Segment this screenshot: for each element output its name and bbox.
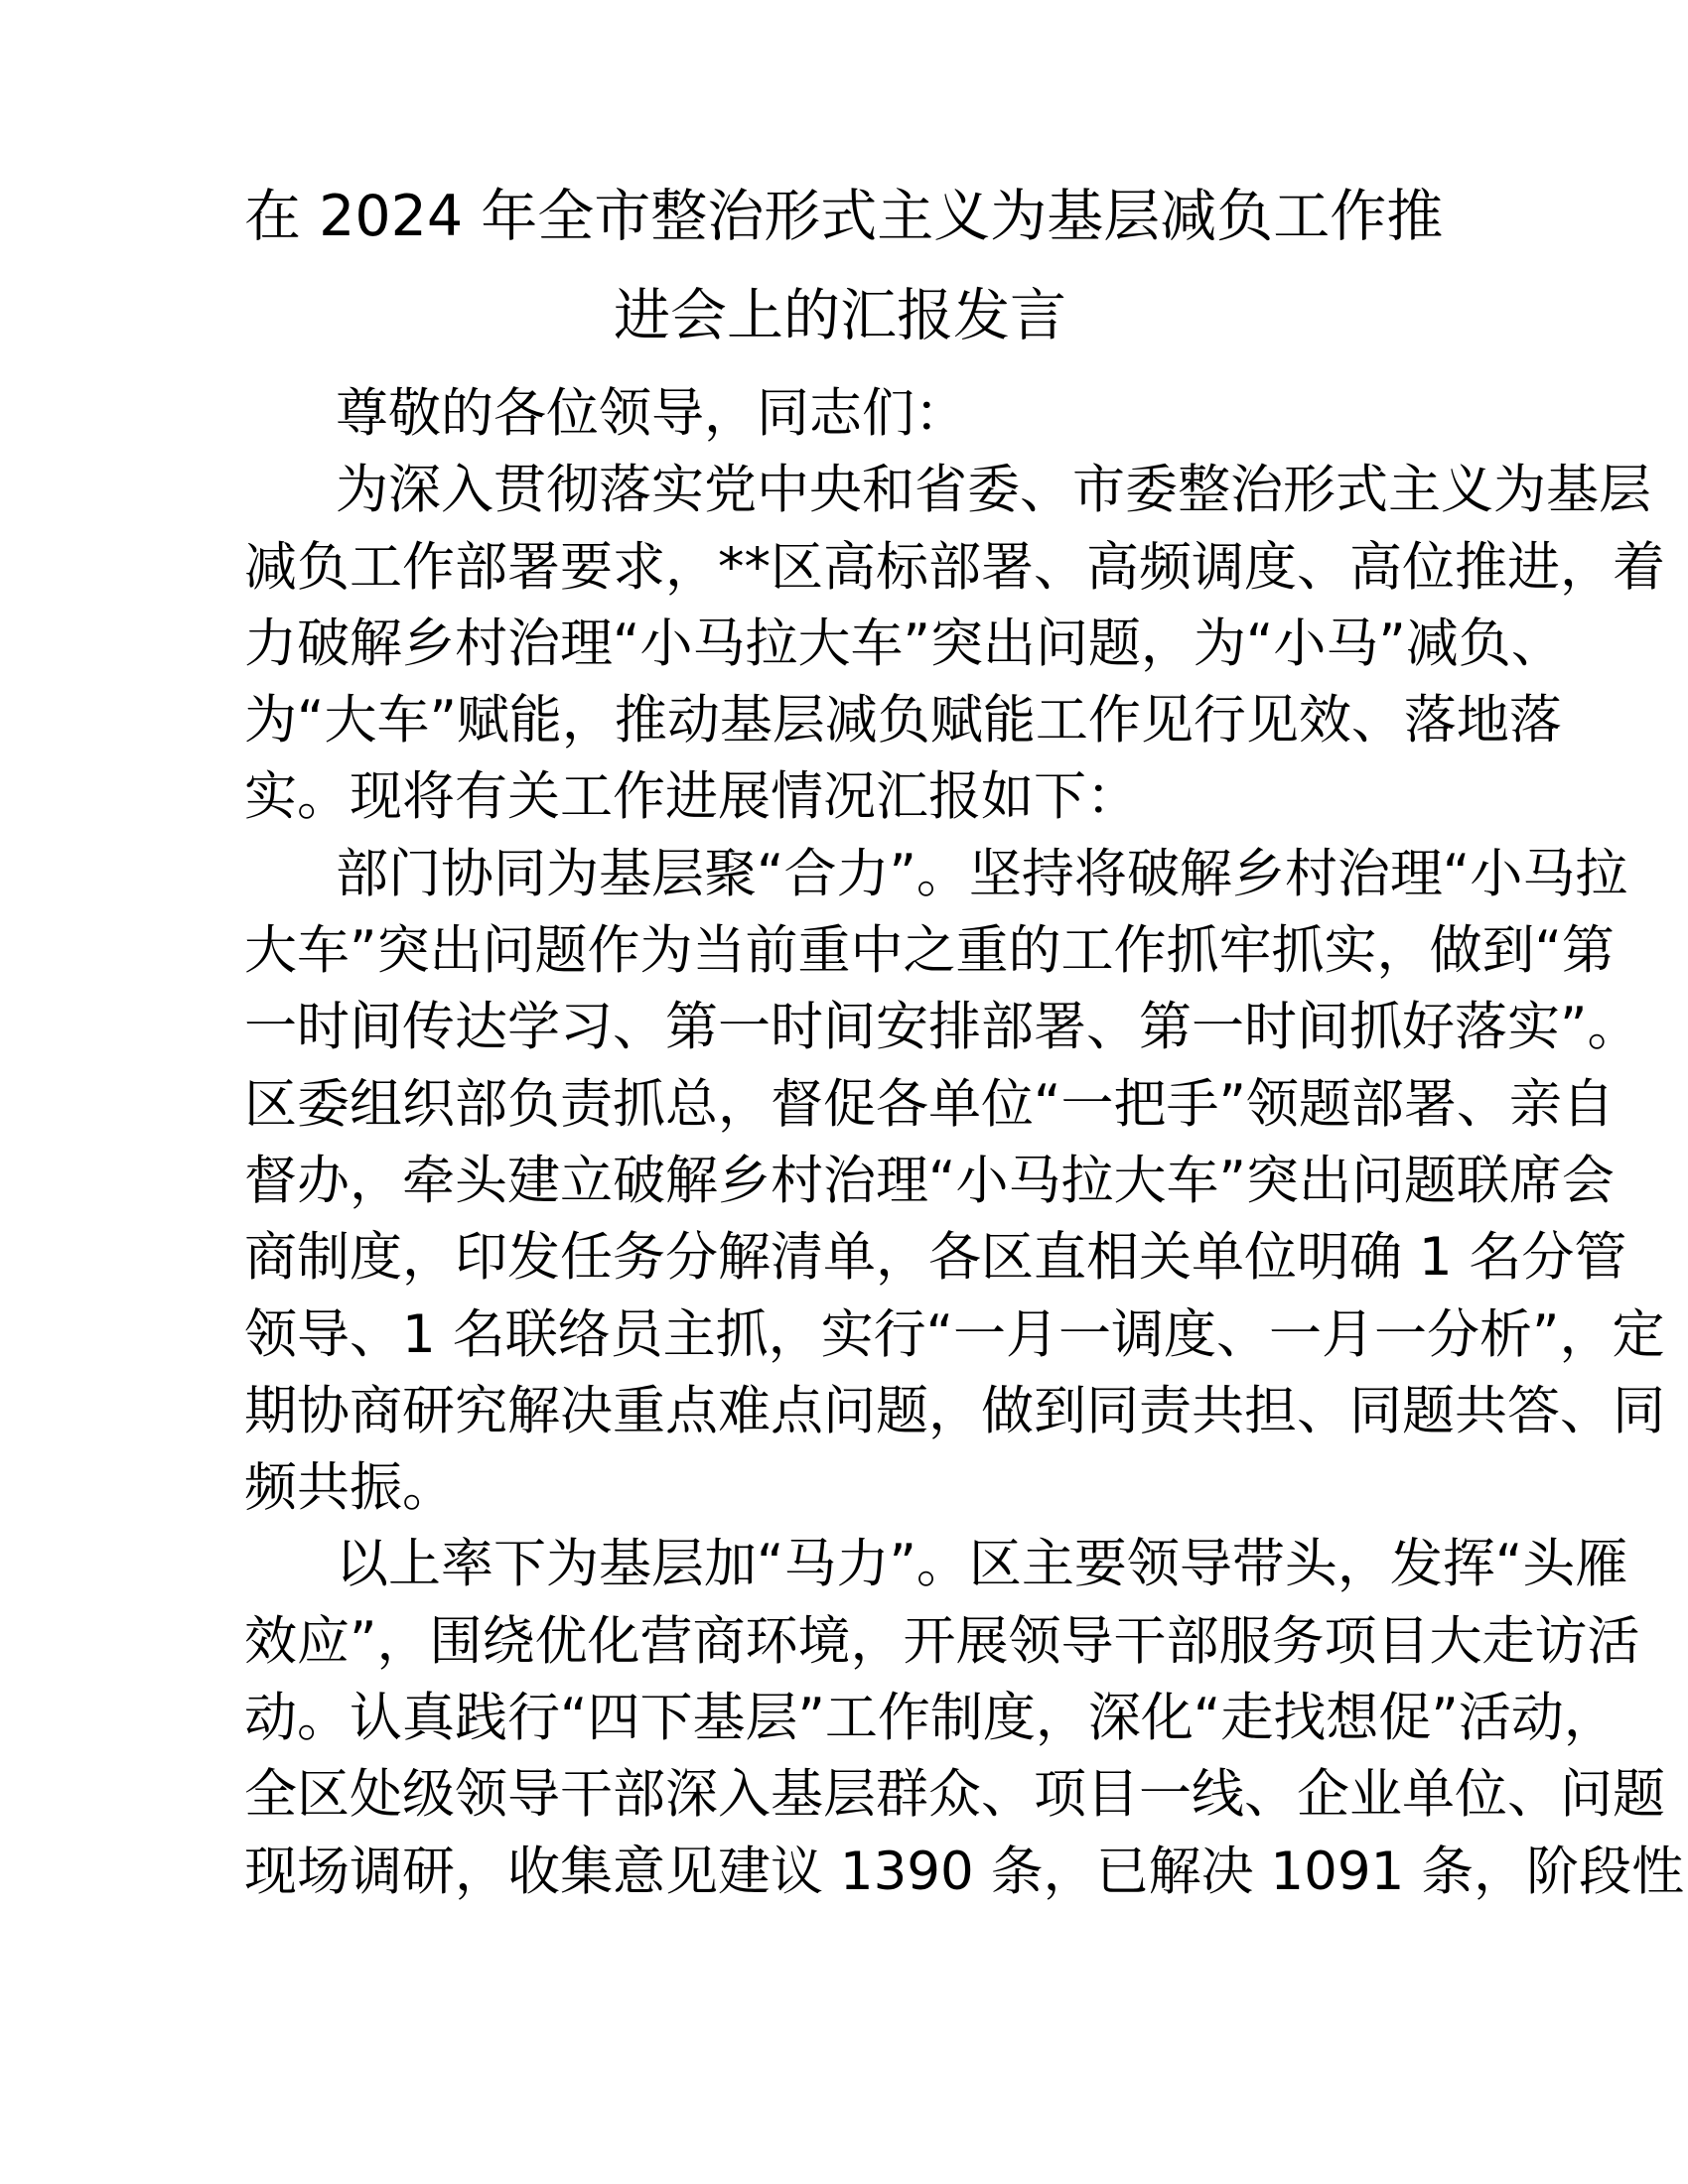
text-line: 期协商研究解决重点难点问题，做到同责共担、同题共答、同: [244, 1380, 1665, 1441]
text-line: 商制度，印发任务分解清单，各区直相关单位明确 1 名分管: [244, 1227, 1627, 1289]
text-line: 为“大车”赋能，推动基层减负赋能工作见行见效、落地落: [244, 690, 1562, 751]
text-line: 大车”突出问题作为当前重中之重的工作抓牢抓实，做到“第: [244, 920, 1615, 982]
text-line: 减负工作部署要求，**区高标部署、高频调度、高位推进，着: [244, 536, 1665, 598]
title-line-1: 在 2024 年全市整治形式主义为基层减负工作推: [244, 184, 1444, 249]
text-line: 力破解乡村治理“小马拉大车”突出问题，为“小马”减负、: [244, 613, 1564, 674]
text-line: 一时间传达学习、第一时间安排部署、第一时间抓好落实”。: [244, 997, 1640, 1058]
salutation-paragraph: [244, 375, 1436, 452]
text-line: 区委组织部负责抓总，督促各单位“一把手”领题部署、亲自: [244, 1073, 1615, 1135]
departments-paragraph: [244, 836, 1665, 1527]
document-body: [244, 375, 1685, 1910]
document-title: [244, 167, 1444, 365]
text-line: 动。认真践行“四下基层”工作制度，深化“走找想促”活动，: [244, 1688, 1617, 1749]
text-line: 为深入贯彻落实党中央和省委、市委整治形式主义为基层: [336, 460, 1651, 521]
title-line-2: 进会上的汇报发言: [614, 283, 1066, 348]
leadership-paragraph: [244, 1526, 1685, 1909]
text-line: 督办，牵头建立破解乡村治理“小马拉大车”突出问题联席会: [244, 1150, 1615, 1211]
text-line: 领导、1 名联络员主抓，实行“一月一调度、一月一分析”，定: [244, 1303, 1665, 1365]
text-line: 实。现将有关工作进展情况汇报如下：: [244, 766, 1139, 828]
text-line: 效应”，围绕优化营商环境，开展领导干部服务项目大走访活: [244, 1610, 1640, 1672]
text-line: 频共振。: [244, 1457, 455, 1519]
text-line: 以上率下为基层加“马力”。区主要领导带头，发挥“头雁: [336, 1534, 1628, 1595]
intro-paragraph: [244, 452, 1665, 835]
text-line: 现场调研，收集意见建议 1390 条，已解决 1091 条，阶段性: [244, 1841, 1685, 1902]
text-line: 全区处级领导干部深入基层群众、项目一线、企业单位、问题: [244, 1764, 1665, 1826]
text-line: 部门协同为基层聚“合力”。坚持将破解乡村治理“小马拉: [336, 843, 1628, 904]
salutation-line: 尊敬的各位领导，同志们：: [336, 383, 967, 444]
